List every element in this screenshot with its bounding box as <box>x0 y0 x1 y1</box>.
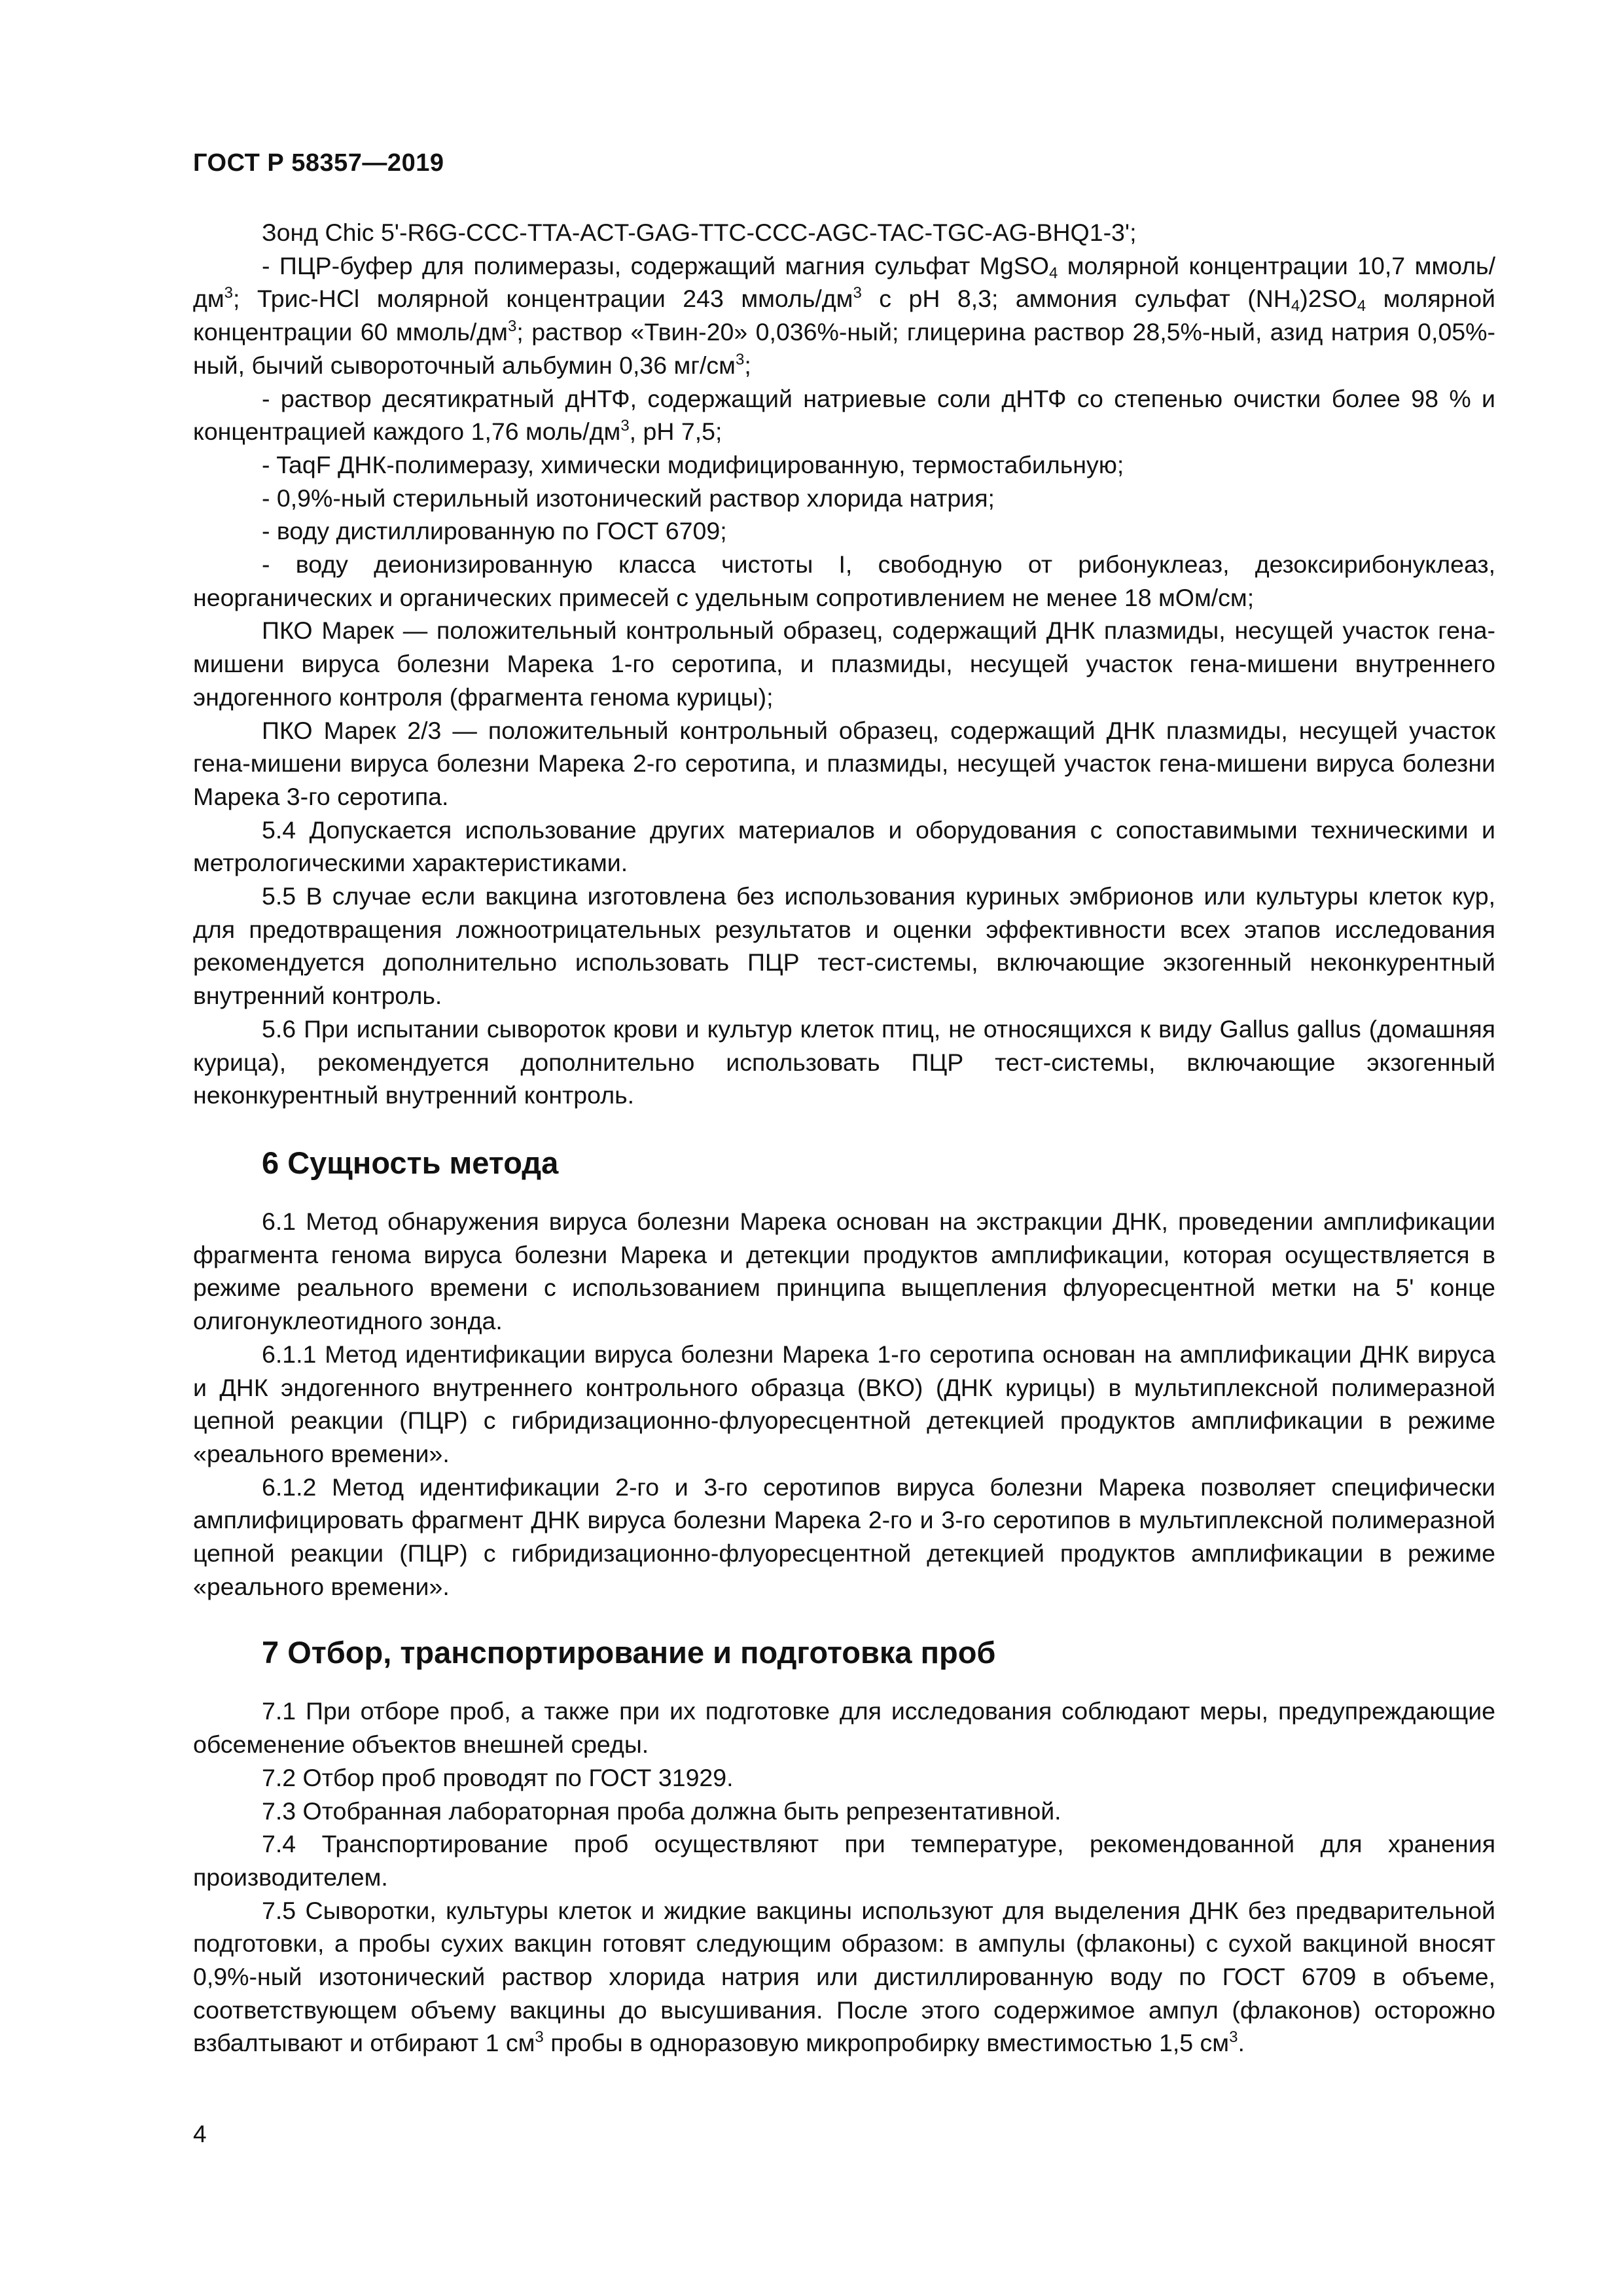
body-paragraph: 7.3 Отобранная лабораторная проба должна быть репрезентативной. <box>262 1797 1061 1825</box>
section-heading: 6 Сущность метода <box>262 1145 559 1180</box>
document-body <box>193 216 1495 2060</box>
body-paragraph: 5.4 Допускается использование других материалов и оборудования с сопоставимыми техническими и метрологическими характеристиками. <box>193 816 1495 877</box>
body-paragraph: 7.5 Сыворотки, культуры клеток и жидкие вакцины используют для выделения ДНК без предварительной подготовки, а пробы сухих вакцин готовят следующим образом: в ампулы (флаконы) с сухой вакциной вносят 0,9%-ный изотонический раствор хлорида натрия или дистиллированную воду по ГОСТ 6709 в объеме, соответствующем объему вакцины до высушивания. После этого содержимое ампул (флаконов) осторожно взбалтывают и отбирают 1 $см^3$ пробы в одноразовую микропробирку вместимостью 1,5 $см^3$. <box>193 1896 1495 2057</box>
body-paragraph: 6.1 Метод обнаружения вируса болезни Марека основан на экстракции ДНК, проведении амплификации фрагмента генома вируса болезни Марека и детекции продуктов амплификации, которая осуществляется в режиме реального времени с использованием принципа выщепления флуоресцентной метки на 5' конце олигонуклеотидного зонда. <box>193 1207 1495 1335</box>
body-paragraph: - TaqF ДНК-полимеразу, химически модифицированную, термостабильную; <box>262 450 1124 478</box>
body-paragraph: - раствор десятикратный дНТФ, содержащий натриевые соли дНТФ со степенью очистки более 98 % и концентрацией каждого 1,76 моль/$дм^3$, pH 7,5; <box>193 384 1495 446</box>
document-header-standard-number: ГОСТ Р 58357—2019 <box>193 149 444 177</box>
body-paragraph: - воду деионизированную класса чистоты I, свободную от рибонуклеаз, дезоксирибонуклеаз, неорганических и органических примесей с удельным сопротивлением не менее 18 мОм/см; <box>193 550 1495 611</box>
body-paragraph: - 0,9%-ный стерильный изотонический раствор хлорида натрия; <box>262 484 995 512</box>
page-number: 4 <box>193 2121 207 2147</box>
body-paragraph: 5.6 При испытании сывороток крови и культур клеток птиц, не относящихся к виду Gallus gallus (домашняя курица), рекомендуется дополнительно использовать ПЦР тест-системы, включающие экзогенный неконкурентный внутренний контроль. <box>193 1014 1495 1109</box>
body-paragraph: 7.2 Отбор проб проводят по ГОСТ 31929. <box>262 1763 734 1791</box>
body-paragraph: - ПЦР-буфер для полимеразы, содержащий магния сульфат MgSO$_4$ молярной концентрации 10,7 ммоль/$дм^3$; Трис-HCl молярной концентрации 243 ммоль/$дм^3$ с pH 8,3; аммония сульфат $(NH_4)2SO_4$ молярной концентрации 60 ммоль/$дм^3$; раствор «Твин-20» 0,036%-ный; глицерина раствор 28,5%-ный, азид натрия 0,05%-ный, бычий сывороточный альбумин 0,36 $мг/см^3$; <box>193 251 1495 379</box>
body-paragraph: 6.1.2 Метод идентификации 2-го и 3-го серотипов вируса болезни Марека позволяет специфически амплифицировать фрагмент ДНК вируса болезни Марека 2-го и 3-го серотипов в мультиплексной полимеразной цепной реакции (ПЦР) с гибридизационно-флуоресцентной детекцией продуктов амплификации в режиме «реального времени». <box>193 1473 1495 1600</box>
body-paragraph: ПКО Марек 2/3 — положительный контрольный образец, содержащий ДНК плазмиды, несущей участок гена-мишени вируса болезни Марека 2-го серотипа, и плазмиды, несущей участок гена-мишени вируса болезни Марека 3-го серотипа. <box>193 716 1495 810</box>
body-paragraph: 5.5 В случае если вакцина изготовлена без использования куриных эмбрионов или культуры клеток кур, для предотвращения ложноотрицательных результатов и оценки эффективности всех этапов исследования рекомендуется дополнительно использовать ПЦР тест-системы, включающие экзогенный неконкурентный внутренний контроль. <box>193 882 1495 1010</box>
body-paragraph: Зонд Chic 5'-R6G-CCC-TTA-ACT-GAG-TTC-CCC-AGC-TAC-TGC-AG-BHQ1-3'; <box>262 219 1137 246</box>
body-paragraph: 6.1.1 Метод идентификации вируса болезни Марека 1-го серотипа основан на амплификации ДНК вируса и ДНК эндогенного внутреннего контрольного образца (ВКО) (ДНК курицы) в мультиплексной полимеразной цепной реакции (ПЦР) с гибридизационно-флуоресцентной детекцией продуктов амплификации в режиме «реального времени». <box>193 1340 1495 1467</box>
body-paragraph: - воду дистиллированную по ГОСТ 6709; <box>262 517 727 545</box>
body-paragraph: 7.4 Транспортирование проб осуществляют при температуре, рекомендованной для хранения производителем. <box>193 1830 1495 1891</box>
body-paragraph: ПКО Марек — положительный контрольный образец, содержащий ДНК плазмиды, несущей участок гена-мишени вируса болезни Марека 1-го серотипа, и плазмиды, несущей участок гена-мишени внутреннего эндогенного контроля (фрагмента генома курицы); <box>193 617 1495 711</box>
body-paragraph: 7.1 При отборе проб, а также при их подготовке для исследования соблюдают меры, предупреждающие обсеменение объектов внешней среды. <box>193 1697 1495 1759</box>
section-heading: 7 Отбор, транспортирование и подготовка проб <box>262 1635 996 1670</box>
